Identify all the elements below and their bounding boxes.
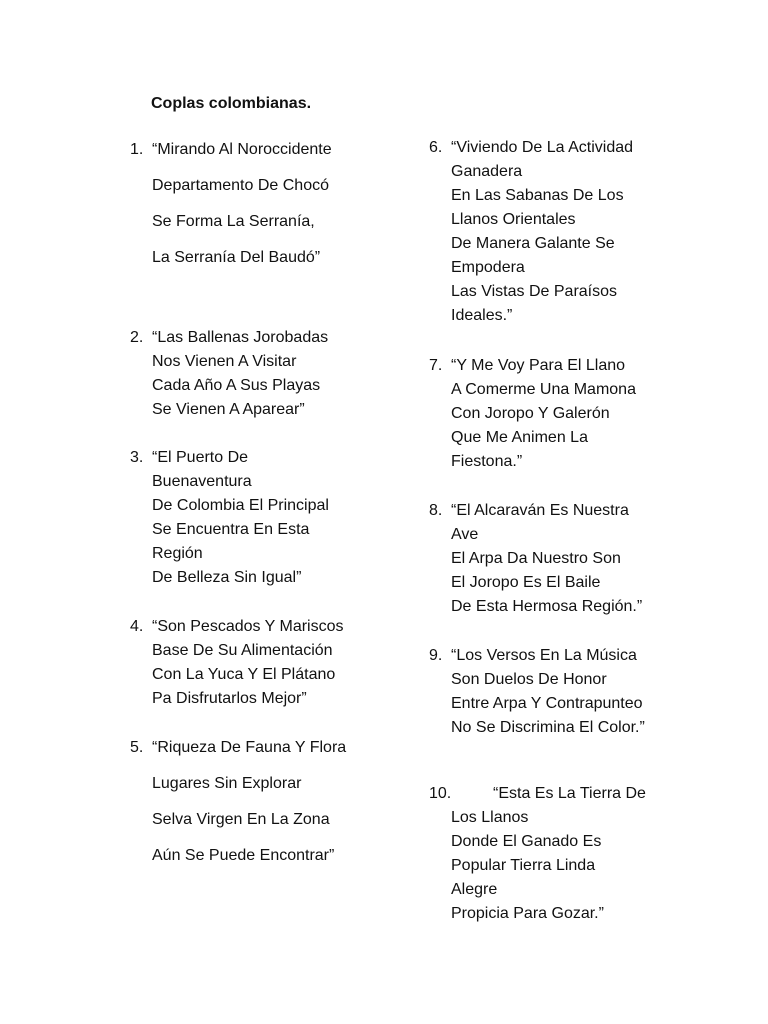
copla-line: “Y Me Voy Para El Llano — [451, 357, 626, 374]
copla-line: Selva Virgen En La Zona — [152, 811, 330, 828]
copla-line: Que Me Animen La — [451, 429, 588, 446]
copla-line: En Las Sabanas De Los — [451, 187, 624, 204]
copla-number: 7. — [429, 357, 443, 374]
copla-line: “Son Pescados Y Mariscos — [152, 618, 344, 635]
copla-line: De Belleza Sin Igual” — [152, 569, 302, 586]
copla-line: Buenaventura — [152, 473, 252, 490]
copla-line: Ave — [451, 526, 479, 543]
copla-line: “Riqueza De Fauna Y Flora — [152, 739, 347, 756]
copla-line: “Las Ballenas Jorobadas — [152, 329, 329, 346]
copla-line: Son Duelos De Honor — [451, 671, 607, 688]
copla-line: Aún Se Puede Encontrar” — [152, 847, 335, 864]
copla-line: Lugares Sin Explorar — [152, 775, 302, 792]
copla-line: Pa Disfrutarlos Mejor” — [152, 690, 307, 707]
copla-line: “El Puerto De — [152, 449, 249, 466]
copla-line: De Colombia El Principal — [152, 497, 329, 514]
copla-line: Se Vienen A Aparear” — [152, 401, 305, 418]
copla-number: 2. — [130, 329, 144, 346]
copla-line: Empodera — [451, 259, 525, 276]
copla-number: 10. — [429, 785, 452, 802]
copla-line: Las Vistas De Paraísos — [451, 283, 618, 300]
copla-line: Con La Yuca Y El Plátano — [152, 666, 336, 683]
document-title: Coplas colombianas. — [151, 95, 312, 112]
copla-line: El Joropo Es El Baile — [451, 574, 601, 591]
copla-line: El Arpa Da Nuestro Son — [451, 550, 621, 567]
copla-line: Departamento De Chocó — [152, 177, 329, 194]
copla-line: No Se Discrimina El Color.” — [451, 719, 645, 736]
copla-line: Entre Arpa Y Contrapunteo — [451, 695, 643, 712]
copla-line: Cada Año A Sus Playas — [152, 377, 321, 394]
copla-number: 4. — [130, 618, 144, 635]
copla-number: 5. — [130, 739, 144, 756]
copla-line: Ganadera — [451, 163, 523, 180]
copla-number: 8. — [429, 502, 443, 519]
copla-line: “Mirando Al Noroccidente — [152, 141, 332, 158]
copla-line: “Viviendo De La Actividad — [451, 139, 634, 156]
copla-number: 9. — [429, 647, 443, 664]
copla-line: “Esta Es La Tierra De — [493, 785, 646, 802]
copla-number: 3. — [130, 449, 144, 466]
copla-line: Llanos Orientales — [451, 211, 576, 228]
copla-line: Ideales.” — [451, 307, 513, 324]
copla-number: 1. — [130, 141, 144, 158]
copla-line: Región — [152, 545, 203, 562]
copla-line: Nos Vienen A Visitar — [152, 353, 297, 370]
copla-line: Donde El Ganado Es — [451, 833, 602, 850]
copla-number: 6. — [429, 139, 443, 156]
copla-line: De Esta Hermosa Región.” — [451, 598, 643, 615]
copla-line: Se Forma La Serranía, — [152, 213, 315, 230]
copla-line: Alegre — [451, 881, 498, 898]
copla-line: A Comerme Una Mamona — [451, 381, 636, 398]
copla-line: Base De Su Alimentación — [152, 642, 333, 659]
copla-line: De Manera Galante Se — [451, 235, 615, 252]
copla-line: Popular Tierra Linda — [451, 857, 596, 874]
copla-line: Los Llanos — [451, 809, 529, 826]
copla-line: La Serranía Del Baudó” — [152, 249, 321, 266]
copla-line: Fiestona.” — [451, 453, 523, 470]
copla-line: “Los Versos En La Música — [451, 647, 637, 664]
copla-line: “El Alcaraván Es Nuestra — [451, 502, 629, 519]
copla-line: Se Encuentra En Esta — [152, 521, 310, 538]
copla-line: Propicia Para Gozar.” — [451, 905, 604, 922]
copla-line: Con Joropo Y Galerón — [451, 405, 610, 422]
